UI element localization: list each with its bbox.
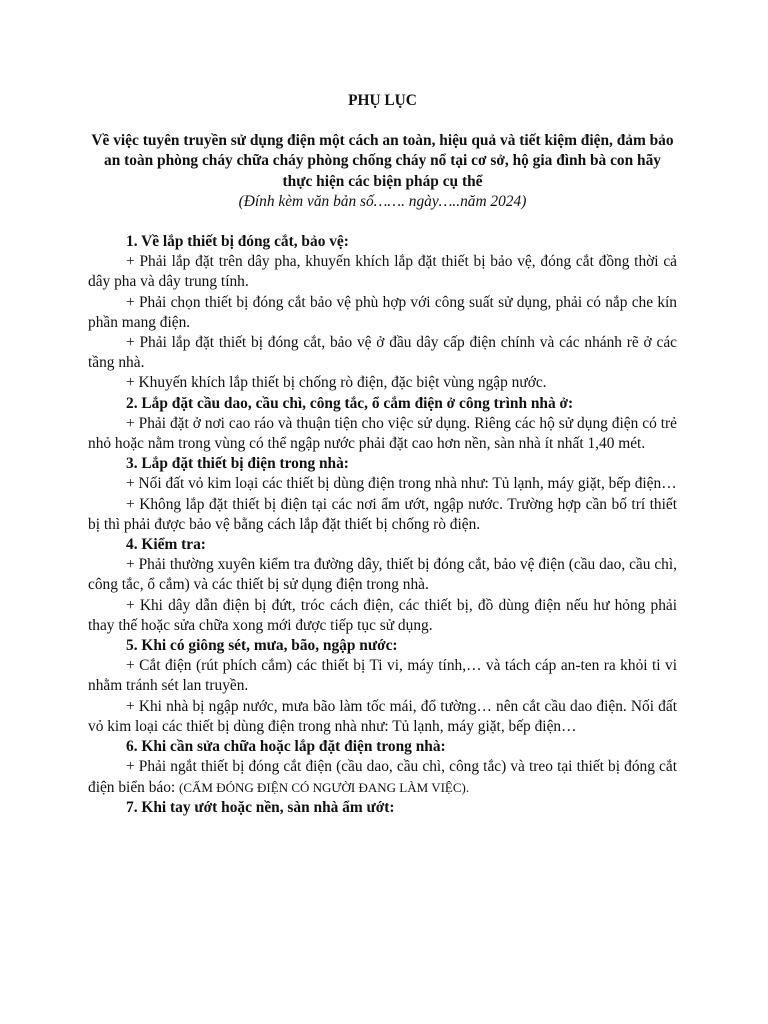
section-3-heading: 3. Lắp đặt thiết bị điện trong nhà: [126, 455, 349, 473]
section-1-paragraph: + Phải lắp đặt trên dây pha, khuyến khích lắp đặt thiết bị bảo vệ, đóng cắt đồng thời cả dây pha và dây trung tính. [88, 253, 677, 291]
section-1-paragraph: + Phải lắp đặt thiết bị đóng cắt, bảo vệ ở đầu dây cấp điện chính và các nhánh rẽ ở các tầng nhà. [88, 334, 677, 372]
section-6-paragraph-text: + Phải ngắt thiết bị đóng cắt điện (cầu dao, cầu chì, công tắc) và treo tại thiết bị đóng cắt điện biển báo: [88, 758, 677, 796]
section-3-paragraph: + Không lắp đặt thiết bị điện tại các nơi ẩm ướt, ngập nước. Trường hợp cần bố trí thiết bị thì phải được bảo vệ bằng cách lắp đặt thiết bị chống rò điện. [88, 495, 677, 533]
section-5-paragraph: + Cắt điện (rút phích cắm) các thiết bị Ti vi, máy tính,… và tách cáp an-ten ra khỏi ti vi nhằm tránh sét lan truyền. [88, 657, 677, 695]
document-reference-note: (Đính kèm văn bản số……. ngày…..năm 2024) [238, 192, 527, 210]
section-6-heading: 6. Khi cần sửa chữa hoặc lắp đặt điện trong nhà: [126, 738, 446, 756]
section-3-paragraph: + Nối đất vỏ kim loại các thiết bị dùng điện trong nhà như: Tủ lạnh, máy giặt, bếp điện… [126, 475, 677, 493]
section-4-paragraph: + Phải thường xuyên kiểm tra đường dây, thiết bị đóng cắt, bảo vệ điện (cầu dao, cầu chì, công tắc, ổ cắm) và các thiết bị sử dụng điện trong nhà. [88, 556, 677, 594]
section-2-paragraph: + Phải đặt ở nơi cao ráo và thuận tiện cho việc sử dụng. Riêng các hộ sử dụng điện có trẻ nhỏ hoặc nằm trong vùng có thể ngập nước phải đặt cao hơn nền, sàn nhà ít nhất 1,40 mét. [88, 414, 677, 453]
section-7-heading: 7. Khi tay ướt hoặc nền, sàn nhà ẩm ướt: [126, 798, 395, 816]
section-6-paragraph [88, 757, 677, 797]
section-4-heading: 4. Kiểm tra: [126, 536, 206, 554]
section-1-paragraph: + Khuyến khích lắp thiết bị chống rò điện, đặc biệt vùng ngập nước. [126, 374, 547, 392]
section-4-paragraph: + Khi dây dẫn điện bị đứt, tróc cách điện, các thiết bị, đồ dùng điện nếu hư hỏng phải thay thế hoặc sửa chữa xong mới được tiếp tục sử dụng. [88, 596, 677, 634]
warning-sign-text: (CẤM ĐÓNG ĐIỆN CÓ NGƯỜI ĐANG LÀM VIỆC). [179, 779, 470, 795]
document-subtitle: Về việc tuyên truyền sử dụng điện một cách an toàn, hiệu quả và tiết kiệm điện, đảm bảo an toàn phòng cháy chữa cháy phòng chống cháy nổ tại cơ sở, hộ gia đình bà con hãy thực hiện các biện pháp cụ thể [91, 132, 674, 190]
section-1-paragraph: + Phải chọn thiết bị đóng cắt bảo vệ phù hợp với công suất sử dụng, phải có nắp che kín phần mang điện. [88, 293, 677, 331]
section-5-heading: 5. Khi có giông sét, mưa, bão, ngập nước: [126, 637, 398, 655]
document-title: PHỤ LỤC [348, 92, 417, 109]
section-2-heading: 2. Lắp đặt cầu dao, cầu chì, công tắc, ổ cắm điện ở công trình nhà ở: [126, 394, 574, 412]
document-body [88, 91, 677, 818]
section-5-paragraph: + Khi nhà bị ngập nước, mưa bão làm tốc mái, đổ tường… nên cắt cầu dao điện. Nối đất vỏ kim loại các thiết bị dùng điện trong nhà như: Tủ lạnh, máy giặt, bếp điện… [88, 697, 677, 735]
section-1-heading: 1. Về lắp thiết bị đóng cắt, bảo vệ: [126, 233, 349, 251]
